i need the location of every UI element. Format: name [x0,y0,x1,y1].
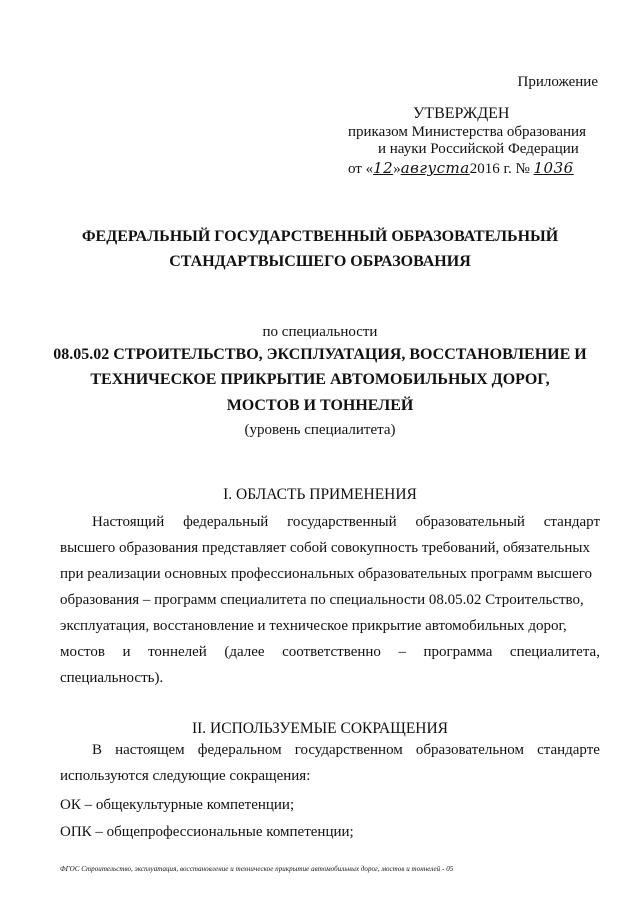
appendix-label: Приложение [517,74,598,90]
word: специалитета, [509,644,600,660]
approval-line-2: и науки Российской Федерации [378,141,579,157]
paragraph-line [60,644,600,661]
word: образовательном [415,742,524,758]
word: Настоящий [92,514,165,530]
word: федеральный [183,514,269,530]
date-prefix: от « [348,161,374,177]
word: и [122,644,131,660]
paragraph-line [92,742,600,759]
word: государственном [294,742,403,758]
date-year: 2016 г. № [469,161,530,177]
handwritten-day: 12 [373,159,394,177]
word: программа [423,644,493,660]
word: тоннелей [148,644,207,660]
word: стандарте [537,742,600,758]
date-mid: » [393,161,401,177]
approval-date-line [348,158,574,179]
paragraph-line: специальность). [60,670,164,686]
document-title-line-2: СТАНДАРТВЫСШЕГО ОБРАЗОВАНИЯ [169,253,471,270]
approval-line-1: приказом Министерства образования [348,124,586,140]
paragraph-line: высшего образования представляет собой совокупность требований, обязательных [60,540,590,556]
abbreviation-item: ОПК – общепрофессиональные компетенции; [60,824,354,840]
word: мостов [60,644,105,660]
word: федеральном [197,742,282,758]
section-1-heading: I. ОБЛАСТЬ ПРИМЕНЕНИЯ [223,486,417,503]
paragraph-line: при реализации основных профессиональных образовательных программ высшего [60,566,593,582]
paragraph-line: используются следующие сокращения: [60,768,311,784]
approved-label: УТВЕРЖДЕН [413,105,510,122]
word: государственный [287,514,397,530]
word: – [398,644,406,660]
section-2-heading: II. ИСПОЛЬЗУЕМЫЕ СОКРАЩЕНИЯ [191,720,449,737]
abbreviation-item: ОК – общекультурные компетенции; [60,797,295,813]
specialty-level: (уровень специалитета) [244,422,396,438]
paragraph-line: образования – программ специалитета по специальности 08.05.02 Строительство, [60,592,584,608]
specialty-line-3: МОСТОВ И ТОННЕЛЕЙ [226,397,414,414]
paragraph-line: эксплуатация, восстановление и техническое прикрытие автомобильных дорог, [60,618,567,634]
page-footer: ФГОС Строительство, эксплуатация, восстановление и техническое прикрытие автомобильных дорог, мостов и тоннелей - 05 [60,865,454,873]
specialty-line-2: ТЕХНИЧЕСКОЕ ПРИКРЫТИЕ АВТОМОБИЛЬНЫХ ДОРОГ, [90,371,550,388]
word: (далее [224,644,265,660]
word: соответственно [282,644,381,660]
word: В [92,742,103,758]
handwritten-number: 1036 [533,159,574,177]
handwritten-month: августа [400,159,470,177]
document-title-line-1: ФЕДЕРАЛЬНЫЙ ГОСУДАРСТВЕННЫЙ ОБРАЗОВАТЕЛЬНЫЙ [81,228,559,245]
word: образовательный [415,514,525,530]
word: настоящем [115,742,185,758]
specialty-label: по специальности [262,324,378,340]
specialty-line-1: 08.05.02 СТРОИТЕЛЬСТВО, ЭКСПЛУАТАЦИЯ, ВОССТАНОВЛЕНИЕ И [53,346,587,363]
word: стандарт [543,514,600,530]
paragraph-line [92,514,600,531]
